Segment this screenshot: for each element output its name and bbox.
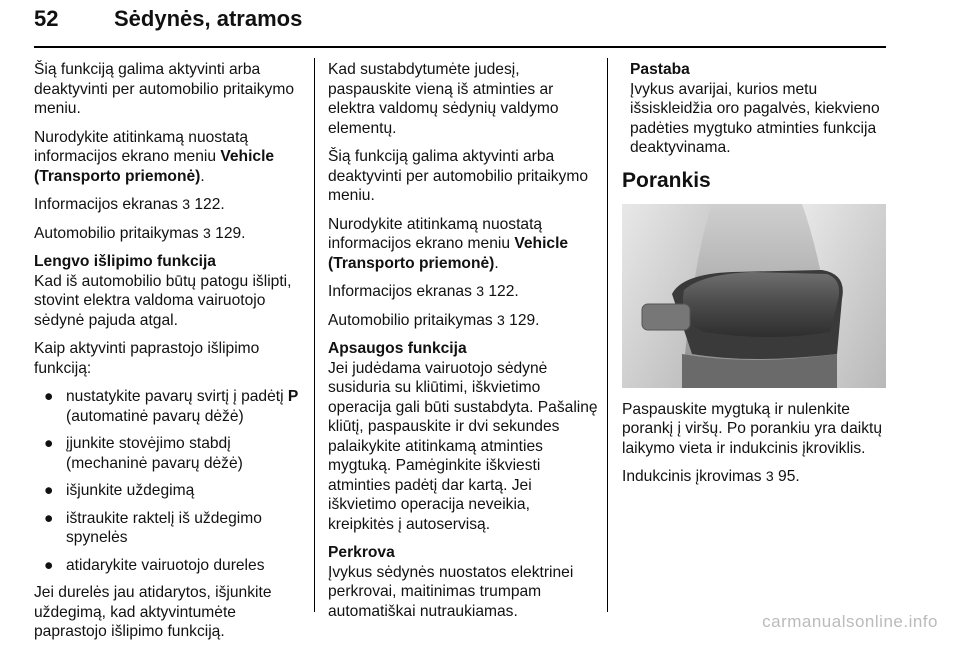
paragraph: Kaip aktyvinti paprastojo išlipimo funkciją:	[34, 340, 260, 377]
column-3	[622, 60, 892, 496]
armrest-photo	[622, 204, 886, 388]
text: išjunkite uždegimą	[66, 482, 195, 499]
paragraph: Kad iš automobilio būtų patogu išlipti, stovint elektra valdoma vairuotojo sėdynė pajuda atgal.	[34, 272, 292, 329]
section-title: Apsaugos funkcija	[328, 340, 467, 357]
page-reference[interactable]	[34, 195, 306, 215]
bullet-icon: ●	[44, 388, 54, 405]
reference-page: 122.	[488, 283, 519, 300]
section-heading: Porankis	[622, 168, 711, 192]
reference-text: Automobilio pritaikymas	[34, 224, 199, 242]
reference-page: 129.	[509, 311, 540, 329]
menu-name: Vehicle (Transporto priemonė)	[328, 235, 569, 272]
note-title: Pastaba	[630, 61, 690, 78]
bullet-icon: ●	[44, 556, 54, 574]
paragraph: Šią funkciją galima aktyvinti arba deaktyvinti per automobilio pritaikymo meniu.	[328, 148, 589, 204]
list-item	[34, 509, 306, 548]
paragraph: Paspauskite mygtuką ir nulenkite porankį į viršų. Po porankiu yra daiktų laikymo vieta ir indukcinis įkroviklis.	[622, 400, 883, 457]
column-divider	[607, 58, 608, 612]
text: .	[200, 167, 205, 185]
paragraph: Jei judėdama vairuotojo sėdynė susiduria su kliūtimi, iškvietimo operacija gali būti sustabdyta. Pašalinę kliūtį, paspauskite ir dvi sekundes palaikykite atitinkamą atminties mygtuką. Pamėginkite iškviesti atminties padėtį dar kartą. Jei iškvietimo operacija neveikia, kreipkitės į autoservisą.	[328, 359, 598, 533]
page-reference[interactable]	[328, 311, 600, 331]
text: Nurodykite atitinkamą nuostatą informacijos ekrano meniu	[34, 128, 249, 165]
bullet-icon: ●	[44, 482, 54, 499]
bullet-icon: ●	[44, 435, 54, 452]
note-body: Įvykus avarijai, kurios metu išsiskleidžia oro pagalvės, kiekvieno padėties mygtuko atminties funkcija deaktyvinama.	[630, 80, 880, 156]
reference-text: Informacijos ekranas	[34, 196, 178, 213]
watermark: carmanualsonline.info	[762, 612, 938, 631]
page-reference[interactable]	[328, 282, 600, 302]
reference-arrow-icon: 3	[476, 283, 485, 299]
text: .	[494, 254, 499, 272]
page-number: 52	[34, 6, 59, 31]
page-header	[34, 6, 886, 46]
reference-text: Automobilio pritaikymas	[328, 311, 493, 329]
text: atidarykite vairuotojo dureles	[66, 556, 265, 574]
column-2	[328, 60, 600, 630]
bullet-list	[34, 387, 306, 575]
column-1	[34, 60, 306, 651]
page-reference[interactable]	[622, 467, 892, 487]
reference-arrow-icon: 3	[203, 224, 211, 241]
paragraph: Kad sustabdytumėte judesį, paspauskite vieną iš atminties ar elektra valdomų sėdynių valdymo elementų.	[328, 61, 559, 137]
header-rule	[34, 46, 886, 48]
note-box	[622, 60, 892, 158]
gear-position: P	[287, 388, 299, 405]
reference-page: 129.	[215, 224, 246, 242]
list-item	[34, 481, 306, 501]
paragraph: Šią funkciją galima aktyvinti arba deaktyvinti per automobilio pritaikymo meniu.	[34, 61, 295, 117]
bullet-icon: ●	[44, 509, 54, 527]
reference-arrow-icon: 3	[765, 468, 774, 484]
paragraph: Įvykus sėdynės nuostatos elektrinei perkrovai, maitinimas trumpam automatiškai nutraukiamas.	[328, 563, 574, 620]
list-item	[34, 434, 306, 473]
menu-name: Vehicle (Transporto priemonė)	[34, 148, 275, 185]
reference-text: Informacijos ekranas	[328, 283, 472, 300]
page-title: Sėdynės, atramos	[114, 6, 303, 31]
section-title: Lengvo išlipimo funkcija	[34, 253, 216, 270]
reference-page: 95.	[778, 468, 800, 485]
paragraph: Jei durelės jau atidarytos, išjunkite uždegimą, kad aktyvintumėte paprastojo išlipimo funkciją.	[34, 584, 272, 640]
reference-arrow-icon: 3	[182, 196, 191, 212]
reference-page: 122.	[194, 196, 225, 213]
text: įjunkite stovėjimo stabdį (mechaninė pavarų dėžė)	[66, 435, 243, 472]
list-item	[34, 556, 306, 576]
reference-text: Indukcinis įkrovimas	[622, 468, 762, 485]
list-item	[34, 387, 306, 426]
text: (automatinė pavarų dėžė)	[66, 407, 244, 425]
page-reference[interactable]	[34, 224, 306, 244]
paragraph	[328, 215, 600, 274]
paragraph	[34, 128, 306, 187]
text: ištraukite raktelį iš uždegimo spynelės	[66, 509, 262, 546]
reference-arrow-icon: 3	[497, 311, 505, 328]
text: Nurodykite atitinkamą nuostatą informacijos ekrano meniu	[328, 215, 543, 252]
column-divider	[314, 58, 315, 612]
text: nustatykite pavarų svirtį į padėtį	[66, 388, 288, 405]
section-title: Perkrova	[328, 544, 395, 561]
